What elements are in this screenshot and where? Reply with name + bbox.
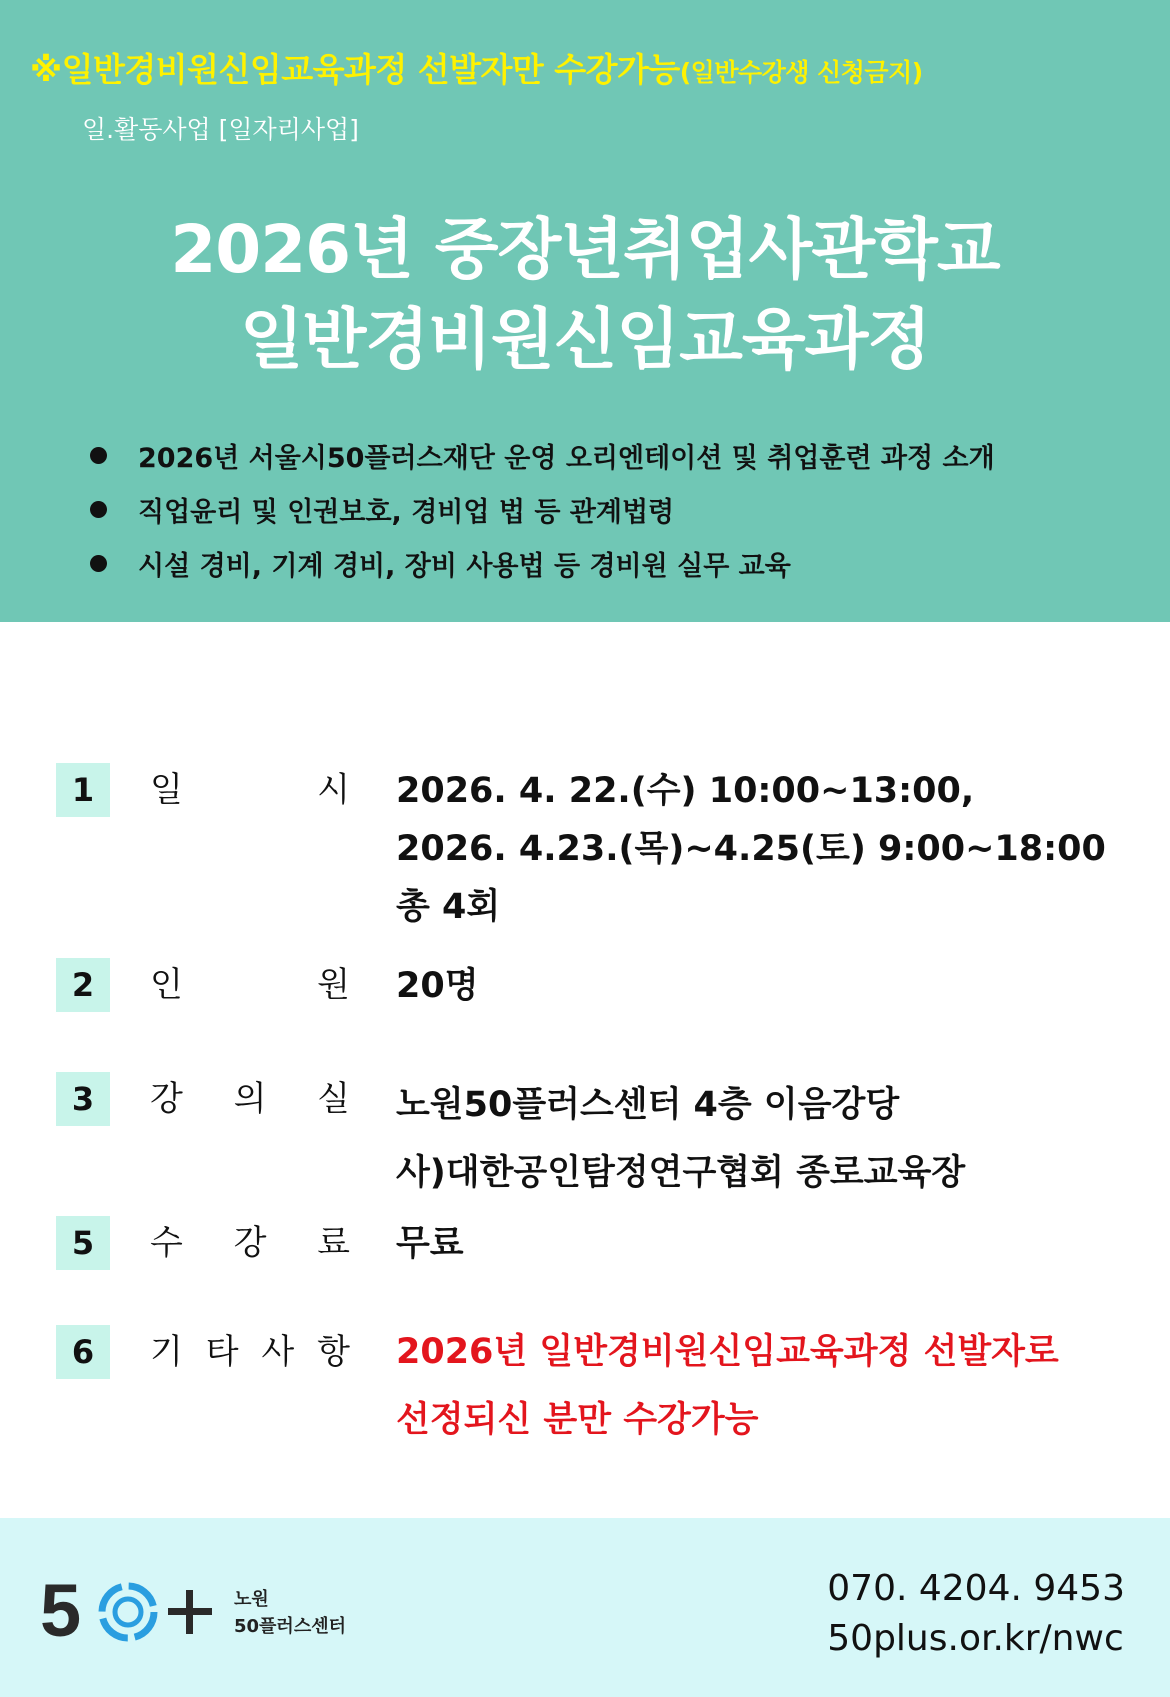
- logo-five-glyph: 5: [40, 1570, 82, 1650]
- row-number: 6: [56, 1325, 110, 1379]
- row-value-classroom: 노원50플러스센터 4층 이음강당 사)대한공인탐정연구협회 종로교육장: [396, 1085, 966, 1193]
- row-label-capacity: 인 원: [150, 965, 350, 1005]
- logo-ring-inner: [115, 1599, 141, 1625]
- row-label-notes: 기 타 사 항: [150, 1332, 350, 1372]
- program-category: 일.활동사업 [일자리사업]: [82, 115, 359, 144]
- row-number: 2: [56, 958, 110, 1012]
- curriculum-item: 직업윤리 및 인권보호, 경비업 법 등 관계법령: [90, 490, 995, 544]
- bullet-icon: [90, 447, 107, 464]
- bullet-icon: [90, 555, 107, 572]
- eligibility-notice: [30, 44, 1150, 91]
- fifty-plus-logo-icon: [40, 1570, 240, 1650]
- curriculum-item: 시설 경비, 기계 경비, 장비 사용법 등 경비원 실무 교육: [90, 544, 995, 598]
- footer: [0, 1518, 1170, 1697]
- row-value-date: 2026. 4. 22.(수) 10:00~13:00, 2026. 4.23.(목)~4.25(토) 9:00~18:00 총 4회: [396, 771, 1106, 927]
- title-line-2: 일반경비원신임교육과정: [239, 301, 931, 378]
- website-url: 50plus.or.kr/nwc: [827, 1618, 1124, 1659]
- logo-text: 노원 50플러스센터: [234, 1589, 346, 1637]
- notice-small: (일반수강생 신청금지): [679, 58, 923, 87]
- row-value-capacity: 20명: [396, 966, 479, 1006]
- row-value-fee: 무료: [396, 1224, 464, 1264]
- notice-main: ※일반경비원신임교육과정 선발자만 수강가능: [30, 50, 680, 89]
- phone-number: 070. 4204. 9453: [827, 1568, 1125, 1609]
- bullet-icon: [90, 501, 107, 518]
- row-value-notes: 2026년 일반경비원신임교육과정 선발자로 선정되신 분만 수강가능: [396, 1332, 1059, 1440]
- curriculum-item: 2026년 서울시50플러스재단 운영 오리엔테이션 및 취업훈련 과정 소개: [90, 436, 995, 490]
- curriculum-list: [90, 436, 995, 598]
- logo-plus-v: [186, 1590, 193, 1634]
- row-number: 3: [56, 1072, 110, 1126]
- row-label-date: 일 시: [150, 770, 350, 810]
- title-line-1: 2026년 중장년취업사관학교: [170, 211, 1000, 288]
- row-label-fee: 수 강 료: [150, 1223, 350, 1263]
- logo-ring-outer: [102, 1586, 154, 1638]
- header-banner: [0, 0, 1170, 622]
- row-number: 5: [56, 1216, 110, 1270]
- row-label-classroom: 강 의 실: [150, 1079, 350, 1119]
- contact-info: [827, 1564, 1125, 1664]
- row-number: 1: [56, 763, 110, 817]
